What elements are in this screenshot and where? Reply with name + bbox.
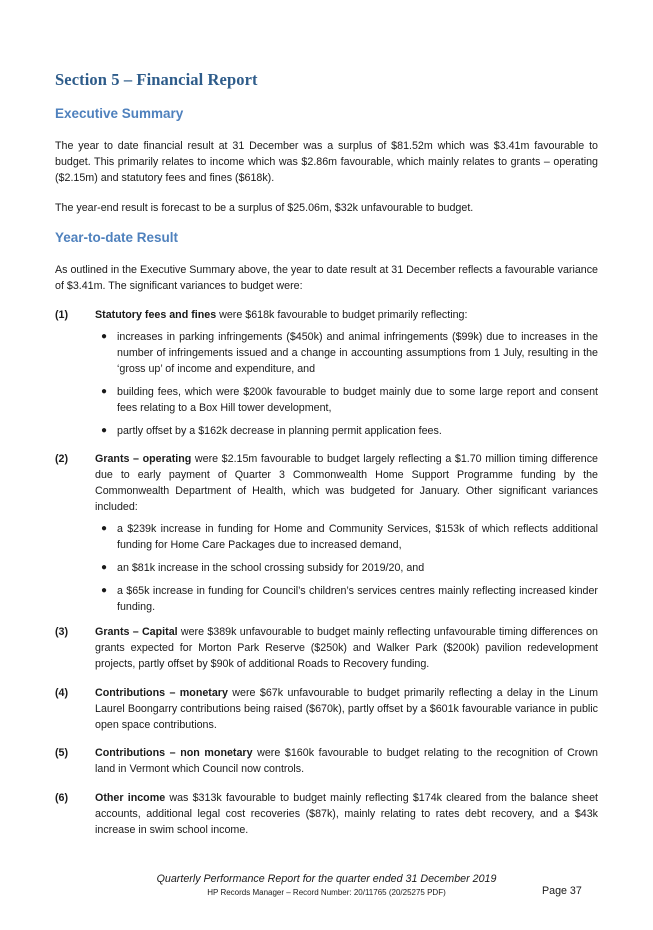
item-text [95,451,598,515]
footer-record-number: HP Records Manager – Record Number: 20/11765 (20/25275 PDF) [207,888,446,897]
footer-report-title: Quarterly Performance Report for the quarter ended 31 December 2019 [156,873,497,885]
variance-item-5 [55,745,598,777]
bullet-icon: ● [101,386,108,397]
variance-item-4 [55,685,598,733]
item-number: (2) [55,453,69,465]
item-bullet-list [55,329,598,439]
ytd-result-heading: Year-to-date Result [55,230,179,245]
executive-summary-paragraph: The year to date financial result at 31 December was a surplus of $81.52m which was $3.41m favourable to budget. This primarily relates to income which was $2.86m favourable, which mainly relates to grants – operating ($2.15m) and statutory fees and fines ($618k). [55,140,598,184]
item-description: were $67k unfavourable to budget primarily reflecting a delay in the Linum Laurel Boongarry contributions being raised ($670k), partly offset by a $601k favourable variance in public open space contributions. [95,687,598,731]
item-number: (3) [55,626,69,638]
bullet-icon: ● [101,331,108,342]
item-text [95,745,598,777]
bullet-item: ● a $239k increase in funding for Home and Community Services, $153k of which reflects additional funding for Home Care Packages due to increased demand, [101,523,598,551]
bullet-item: ● an $81k increase in the school crossing subsidy for 2019/20, and [101,562,425,574]
ytd-intro-paragraph: As outlined in the Executive Summary above, the year to date result at 31 December reflects a favourable variance of $3.41m. The significant variances to budget were: [55,264,598,292]
section-title: Section 5 – Financial Report [55,70,258,89]
item-number: (1) [55,309,69,321]
executive-summary-heading: Executive Summary [55,106,184,121]
item-text [95,307,598,323]
bullet-icon: ● [101,425,108,436]
item-label: Contributions – non monetary [95,747,253,759]
bullet-icon: ● [101,585,108,596]
item-description: were $389k unfavourable to budget mainly reflecting unfavourable timing differences on grants expected for Morton Park Reserve ($250k) and Walker Park ($200k) pavilion redevelopment projects, partly offset by $90k of additional Roads to Recovery funding. [95,626,599,670]
variance-item-2 [55,451,598,615]
year-end-forecast-paragraph: The year-end result is forecast to be a surplus of $25.06m, $32k unfavourable to budget. [55,202,474,214]
item-bullet-list [55,521,598,615]
variance-item-6 [55,790,598,838]
item-description: were $2.15m favourable to budget largely reflecting a $1.70 million timing difference due to early payment of Quarter 3 Commonwealth Home Support Programme funding by the Commonwealth Department of Health, which was budgeted for January. Other significant variances included: [95,453,598,513]
bullet-item: ● partly offset by a $162k decrease in planning permit application fees. [101,425,442,437]
variance-item-3 [55,624,598,672]
item-description: were $160k favourable to budget relating to the recognition of Crown land in Vermont which Council now controls. [95,747,598,775]
bullet-icon: ● [101,523,108,534]
item-number: (6) [55,792,69,804]
item-description: was $313k favourable to budget mainly reflecting $174k cleared from the balance sheet accounts, additional legal cost recoveries ($87k), mainly relating to rates debt recovery, and a $43k increase in swim school income. [95,792,598,836]
item-number: (4) [55,687,69,699]
bullet-item: ● increases in parking infringements ($450k) and animal infringements ($99k) due to increases in the number of infringements issued and a change in accounting assumptions from 1 July, resulting in the ‘gross up’ of income and expenditure, and [101,331,598,375]
bullet-icon: ● [101,562,108,573]
variance-item-1 [55,307,598,439]
item-text [95,790,598,838]
item-description: were $618k favourable to budget primarily reflecting: [216,309,468,321]
item-label: Grants – Capital [95,626,178,638]
page-number: Page 37 [542,885,582,897]
bullet-item: ● a $65k increase in funding for Council’s children’s services centres mainly reflecting increased kinder funding. [101,585,598,613]
item-number: (5) [55,747,69,759]
item-label: Contributions – monetary [95,687,228,699]
item-label: Grants – operating [95,453,192,465]
item-text [95,624,598,672]
item-label: Other income [95,792,166,804]
item-text [95,685,598,733]
item-label: Statutory fees and fines [95,309,217,321]
bullet-item: ● building fees, which were $200k favourable to budget mainly due to some large report and consent fees relating to a Box Hill tower development, [101,386,598,414]
